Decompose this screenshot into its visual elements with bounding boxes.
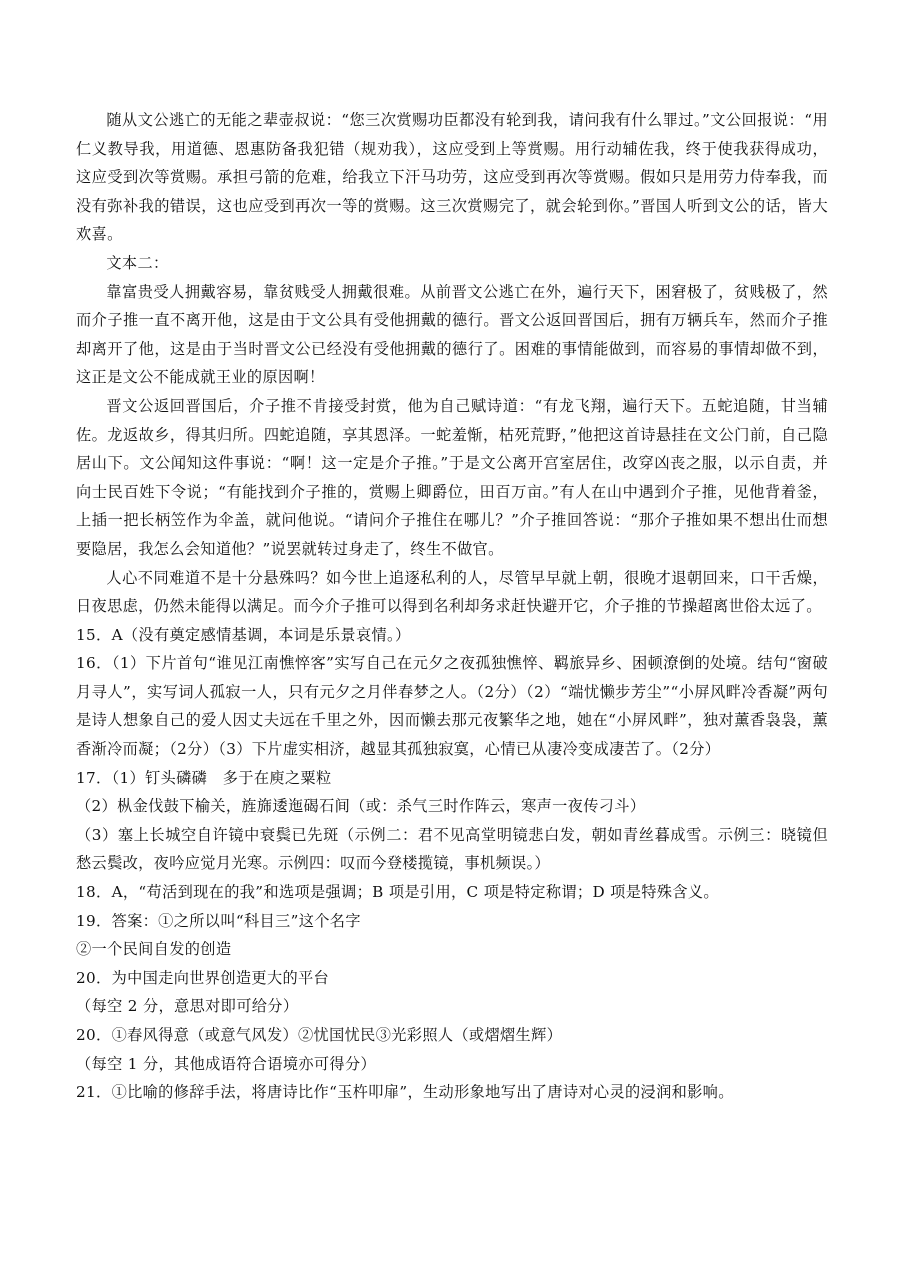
answer-17-part-3: （3）塞上长城空自许镜中衰鬓已先斑（示例二：君不见高堂明镜悲白发，朝如青丝暮成雪。示例三：晓镜但愁云鬓改，夜吟应觉月光寒。示例四：叹而今登楼揽镜，事机频误。）	[76, 825, 828, 873]
answer-20b-note: （每空 1 分，其他成语符合语境亦可得分）	[76, 1054, 377, 1073]
answer-19-line-2: ②一个民间自发的创造	[76, 940, 232, 959]
answer-18: 18．A，“苟活到现在的我”和选项是强调；B 项是引用，C 项是特定称谓；D 项是特殊含义。	[76, 883, 719, 902]
text2-paragraph-2: 晋文公返回晋国后，介子推不肯接受封赏，他为自己赋诗道：“有龙飞翔，遍行天下。五蛇追随，甘当辅佐。龙返故乡，得其归所。四蛇追随，享其恩泽。一蛇羞惭，枯死荒野，”他把这首诗悬挂在文公门前，自己隐居山下。文公闻知这件事说：“啊！这一定是介子推。”于是文公离开宫室居住，改穿凶丧之服，以示自责，并向士民百姓下令说；“有能找到介子推的，赏赐上卿爵位，田百万亩。”有人在山中遇到介子推，见他背着釜，上插一把长柄笠作为伞盖，就问他说。“请问介子推住在哪儿？”介子推回答说：“那介子推如果不想出仕而想要隐居，我怎么会知道他？”说罢就转过身走了，终生不做官。	[76, 396, 828, 558]
document-body	[76, 106, 828, 1107]
answer-19-line-1: 19．答案：①之所以叫“科目三”这个名字	[76, 911, 361, 930]
text2-heading: 文本二：	[106, 253, 169, 272]
answer-15: 15．A（没有奠定感情基调，本词是乐景哀情。）	[76, 625, 411, 644]
answer-16: 16．（1）下片首句“谁见江南憔悴客”实写自己在元夕之夜孤独憔悴、羁旅异乡、困顿潦倒的处境。结句“窗破月寻人”，实写词人孤寂一人，只有元夕之月伴春梦之人。（2分）（2）“端忧懒步芳尘”“小屏风畔冷香凝”两句是诗人想象自己的爱人因丈夫远在千里之外，因而懒去那元夜繁华之地，她在“小屏风畔”，独对薰香袅袅，薰香渐冷而凝；（2分）（3）下片虚实相济，越显其孤独寂寞，心情已从凄冷变成凄苦了。（2分）	[76, 654, 828, 759]
text2-paragraph-1: 靠富贵受人拥戴容易，靠贫贱受人拥戴很难。从前晋文公逃亡在外，遍行天下，困窘极了，贫贱极了，然而介子推一直不离开他，这是由于文公具有受他拥戴的德行。晋文公返回晋国后，拥有万辆兵车，然而介子推却离开了他，这是由于当时晋文公已经没有受他拥戴的德行了。困难的事情能做到，而容易的事情却做不到，这正是文公不能成就王业的原因啊！	[76, 282, 828, 387]
text2-paragraph-3: 人心不同难道不是十分悬殊吗？如今世上追逐私利的人，尽管早早就上朝，很晚才退朝回来，口干舌燥，日夜思虑，仍然未能得以满足。而今介子推可以得到名利却务求赶快避开它，介子推的节操超离世俗太远了。	[76, 568, 828, 616]
answer-17-part-1: 17．（1）钉头磷磷 多于在庾之粟粒	[76, 768, 332, 787]
text1-paragraph: 随从文公逃亡的无能之辈壶叔说：“您三次赏赐功臣都没有轮到我，请问我有什么罪过。”文公回报说：“用仁义教导我，用道德、恩惠防备我犯错（规劝我），这应受到上等赏赐。用行动辅佐我，终于使我获得成功，这应受到次等赏赐。承担弓箭的危难，给我立下汗马功劳，这应受到再次等赏赐。假如只是用劳力侍奉我，而没有弥补我的错误，这也应受到再次一等的赏赐。这三次赏赐完了，就会轮到你。”晋国人听到文公的话，皆大欢喜。	[76, 111, 828, 244]
answer-20a-note: （每空 2 分，意思对即可给分）	[76, 997, 299, 1016]
answer-20a-line-1: 20．为中国走向世界创造更大的平台	[76, 968, 330, 987]
answer-20b-line-1: 20．①春风得意（或意气风发）②忧国忧民③光彩照人（或熠熠生辉）	[76, 1026, 563, 1044]
answer-17-part-2: （2）枞金伐鼓下榆关，旌旆逶迤碣石间（或：杀气三时作阵云，寒声一夜传刁斗）	[76, 797, 646, 816]
answer-21: 21．①比喻的修辞手法，将唐诗比作“玉杵叩扉”，生动形象地写出了唐诗对心灵的浸润和影响。	[76, 1083, 734, 1102]
